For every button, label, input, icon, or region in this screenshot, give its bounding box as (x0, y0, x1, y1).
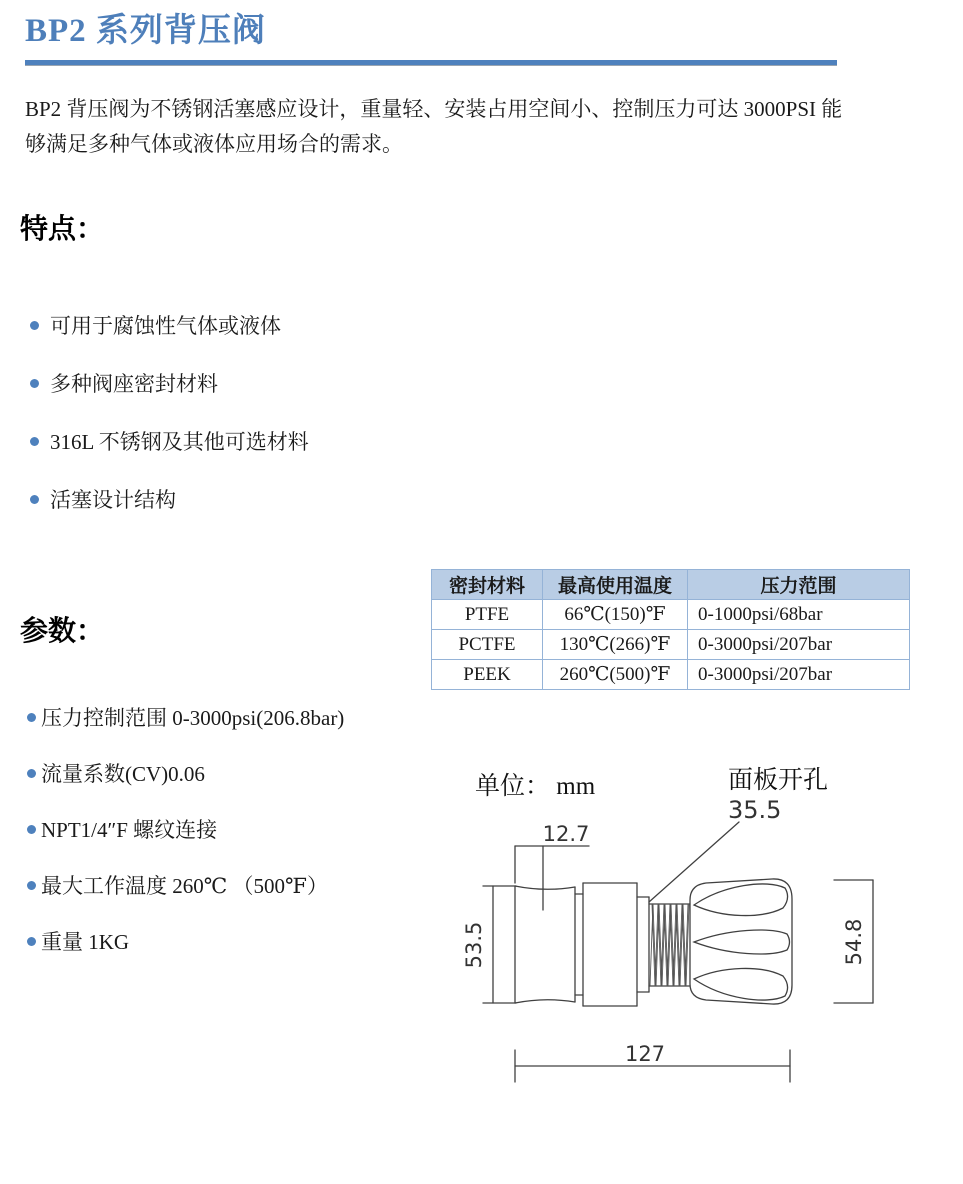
knob-petal-middle (694, 930, 790, 954)
bullet-icon (27, 937, 36, 946)
title-divider (25, 60, 837, 65)
table-cell: 0-3000psi/207bar (688, 660, 910, 690)
valve-technical-drawing (440, 728, 963, 1128)
seal-material-table (431, 569, 910, 690)
bullet-icon (27, 881, 36, 890)
intro-line-1: BP2 背压阀为不锈钢活塞感应设计，重量轻、安装占用空间小、控制压力可达 3000PSI 能 (25, 97, 843, 121)
features-list (30, 313, 309, 545)
feature-text: 可用于腐蚀性气体或液体 (50, 314, 281, 338)
parameter-text: 流量系数(CV)0.06 (41, 762, 205, 786)
list-item (27, 705, 344, 729)
column-header: 压力范围 (688, 570, 910, 600)
table-cell: 0-3000psi/207bar (688, 630, 910, 660)
table-row (432, 630, 910, 660)
unit-label: 单位： mm (475, 773, 596, 800)
list-item (27, 761, 344, 785)
table-row (432, 600, 910, 630)
list-item (30, 313, 309, 337)
list-item (30, 429, 309, 453)
page-title: BP2 系列背压阀 (25, 13, 266, 49)
table-header-row (432, 570, 910, 600)
dim-value: 127 (624, 1042, 666, 1066)
dimension-127 (515, 1042, 790, 1082)
valve-body (515, 883, 649, 1006)
threads (649, 904, 690, 986)
table-row (432, 660, 910, 690)
dimension-54-8 (834, 880, 873, 1003)
column-header: 最高使用温度 (543, 570, 688, 600)
parameters-list (27, 705, 344, 985)
dimension-12-7 (515, 822, 589, 910)
list-item (27, 817, 344, 841)
feature-text: 活塞设计结构 (50, 488, 176, 512)
list-item (30, 371, 309, 395)
feature-text: 316L 不锈钢及其他可选材料 (50, 430, 309, 454)
table-cell: PEEK (432, 660, 543, 690)
list-item (27, 929, 344, 953)
parameter-text: 最大工作温度 260℃ （500℉） (41, 874, 328, 898)
table-cell: PTFE (432, 600, 543, 630)
knob-petal-top (694, 884, 788, 916)
parameter-text: NPT1/4″F 螺纹连接 (41, 818, 218, 842)
feature-text: 多种阀座密封材料 (50, 372, 218, 396)
knob (690, 879, 792, 1004)
bullet-icon (27, 825, 36, 834)
intro-paragraph (25, 92, 860, 162)
parameters-heading: 参数： (20, 616, 105, 647)
table-cell: 260℃(500)℉ (543, 660, 688, 690)
table-cell: 66℃(150)℉ (543, 600, 688, 630)
bullet-icon (30, 495, 39, 504)
parameter-text: 重量 1KG (41, 930, 130, 954)
list-item (30, 487, 309, 511)
column-header: 密封材料 (432, 570, 543, 600)
table-cell: 0-1000psi/68bar (688, 600, 910, 630)
dim-value: 54.8 (842, 918, 866, 966)
intro-line-2: 够满足多种气体或液体应用场合的需求。 (25, 132, 403, 156)
table-cell: PCTFE (432, 630, 543, 660)
bullet-icon (27, 769, 36, 778)
dim-value: 53.5 (462, 921, 486, 969)
table-cell: 130℃(266)℉ (543, 630, 688, 660)
dim-value: 12.7 (542, 822, 590, 846)
bullet-icon (30, 437, 39, 446)
features-heading: 特点： (20, 214, 105, 245)
dimension-53-5 (462, 886, 516, 1003)
panel-cutout-label: 面板开孔 (728, 767, 829, 794)
knob-petal-bottom (694, 968, 788, 1000)
bullet-icon (30, 379, 39, 388)
bullet-icon (30, 321, 39, 330)
list-item (27, 873, 344, 897)
panel-cutout-value: 35.5 (728, 796, 782, 824)
parameter-text: 压力控制范围 0-3000psi(206.8bar) (41, 706, 345, 730)
bullet-icon (27, 713, 36, 722)
